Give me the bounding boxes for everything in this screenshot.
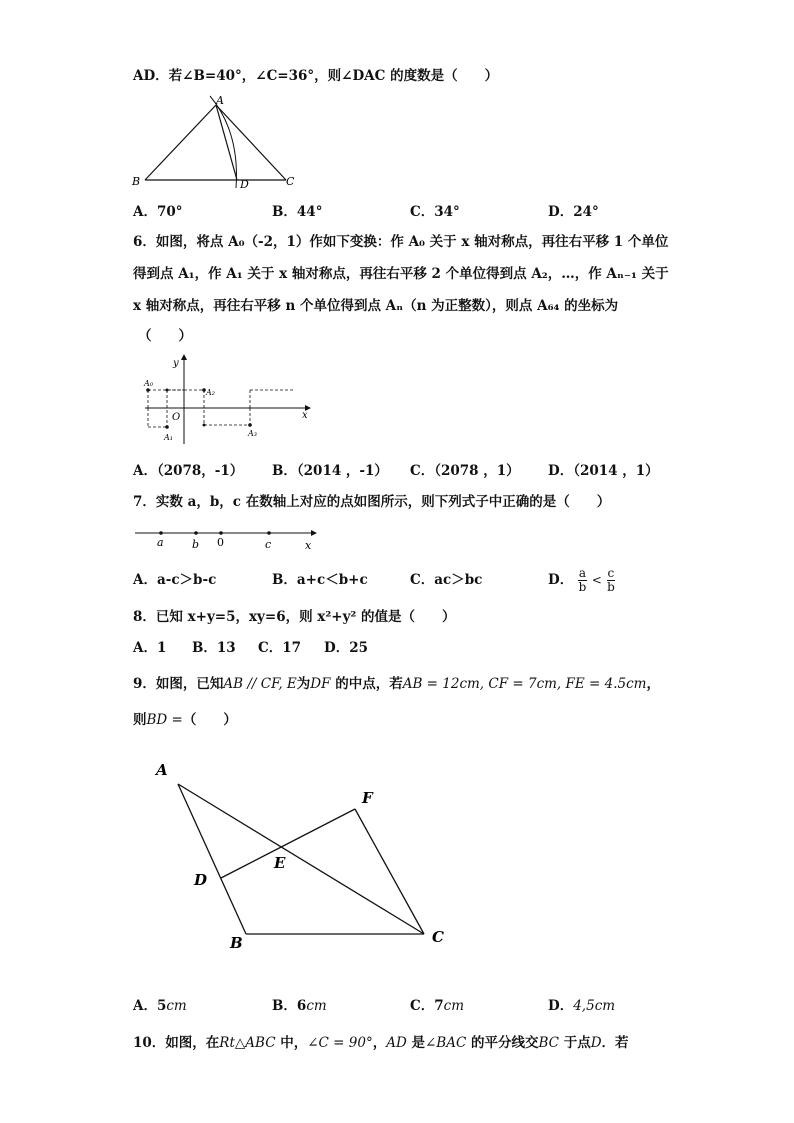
q5-option-b[interactable]: B．44° xyxy=(272,204,323,220)
q9-stem-line1: 9．如图，已知AB // CF, E为DF 的中点，若AB = 12cm, CF = 7cm, FE = 4.5cm， xyxy=(133,676,660,692)
q6-label-A2: A₂ xyxy=(206,388,215,397)
q8-option-c[interactable]: C．17 xyxy=(258,640,302,656)
q9-label-C: C xyxy=(432,928,444,946)
q6-stem-line4: （ ） xyxy=(138,328,192,344)
q6-option-b[interactable]: B．（2014 ，-1） xyxy=(272,463,388,479)
q9-option-c[interactable]: C．7cm xyxy=(410,998,465,1014)
q5-label-B: B xyxy=(132,175,141,188)
q7-option-d[interactable] xyxy=(548,562,615,598)
q6-option-c[interactable]: C．（2078 ，1） xyxy=(410,463,520,479)
q7-label-zero: 0 xyxy=(217,536,224,549)
q8-option-a[interactable]: A．1 xyxy=(133,640,167,656)
q6-label-O: O xyxy=(172,412,181,423)
q6-label-A0: A₀ xyxy=(144,379,153,388)
q6-option-d[interactable]: D．（2014 ，1） xyxy=(548,463,659,479)
q7-option-d-label: D． xyxy=(548,572,574,588)
q7-stem: 7．实数 a，b，c 在数轴上对应的点如图所示，则下列式子中正确的是（ ） xyxy=(133,494,611,510)
q5-label-C: C xyxy=(286,175,295,188)
q9-label-D: D xyxy=(194,871,208,889)
q5-option-c[interactable]: C．34° xyxy=(410,204,460,220)
q5-label-A: A xyxy=(216,94,224,107)
q9-label-E: E xyxy=(274,854,286,872)
q8-stem: 8．已知 x+y=5，xy=6，则 x²+y² 的值是（ ） xyxy=(133,609,456,625)
q5-stem-tail: AD．若∠B=40°，∠C=36°，则∠DAC 的度数是（ ） xyxy=(133,68,499,84)
q9-label-A: A xyxy=(156,761,168,779)
q6-stem-line3: x 轴对称点，再往右平移 n 个单位得到点 Aₙ（n 为正整数），则点 A₆₄ 的坐标为 xyxy=(133,298,619,314)
q7-label-b: b xyxy=(192,538,200,551)
q6-stem-line1: 6．如图，将点 A₀（-2，1）作如下变换：作 A₀ 关于 x 轴对称点，再往右平移 1 个单位 xyxy=(133,234,669,250)
q8-option-b[interactable]: B．13 xyxy=(192,640,236,656)
q6-stem-line2: 得到点 A₁，作 A₁ 关于 x 轴对称点，再往右平移 2 个单位得到点 A₂，…，作 Aₙ₋₁ 关于 xyxy=(133,266,669,282)
q6-label-x: x xyxy=(302,410,308,421)
q9-label-F: F xyxy=(362,789,373,807)
q6-label-A1: A₁ xyxy=(164,433,173,442)
q9-stem-line2: 则BD =（ ） xyxy=(133,712,237,728)
q9-figure xyxy=(150,756,460,956)
q7-label-x: x xyxy=(305,539,312,552)
q5-option-d[interactable]: D．24° xyxy=(548,204,599,220)
q5-option-a[interactable]: A．70° xyxy=(133,204,183,220)
q7-option-d-frac1: $\frac{a}{b}$ xyxy=(578,566,587,594)
q6-option-a[interactable]: A．（2078，-1） xyxy=(133,463,244,479)
q9-label-B: B xyxy=(230,934,243,952)
q6-label-y: y xyxy=(173,358,179,369)
q8-option-d[interactable]: D．25 xyxy=(324,640,368,656)
q7-number-line xyxy=(133,526,323,554)
q7-option-d-frac2: $\frac{c}{b}$ xyxy=(607,566,615,594)
q9-option-b[interactable]: B．6cm xyxy=(272,998,327,1014)
q7-label-a: a xyxy=(157,536,164,549)
q7-option-d-op: < xyxy=(591,573,602,587)
q10-stem: 10．如图，在Rt△ABC 中，∠C = 90°，AD 是∠BAC 的平分线交BC 于点D．若 xyxy=(133,1035,629,1051)
q6-figure xyxy=(140,352,315,447)
q5-figure xyxy=(128,92,303,190)
q6-label-A3: A₃ xyxy=(248,429,257,438)
q7-option-a[interactable]: A．a-c＞b-c xyxy=(133,572,217,588)
q9-option-a[interactable]: A．5cm xyxy=(133,998,187,1014)
q5-label-D: D xyxy=(240,178,249,190)
q9-option-d[interactable]: D．4,5cm xyxy=(548,998,616,1014)
q7-option-b[interactable]: B．a+c＜b+c xyxy=(272,572,368,588)
q7-label-c: c xyxy=(265,538,272,551)
q7-option-c[interactable]: C．ac＞bc xyxy=(410,572,483,588)
